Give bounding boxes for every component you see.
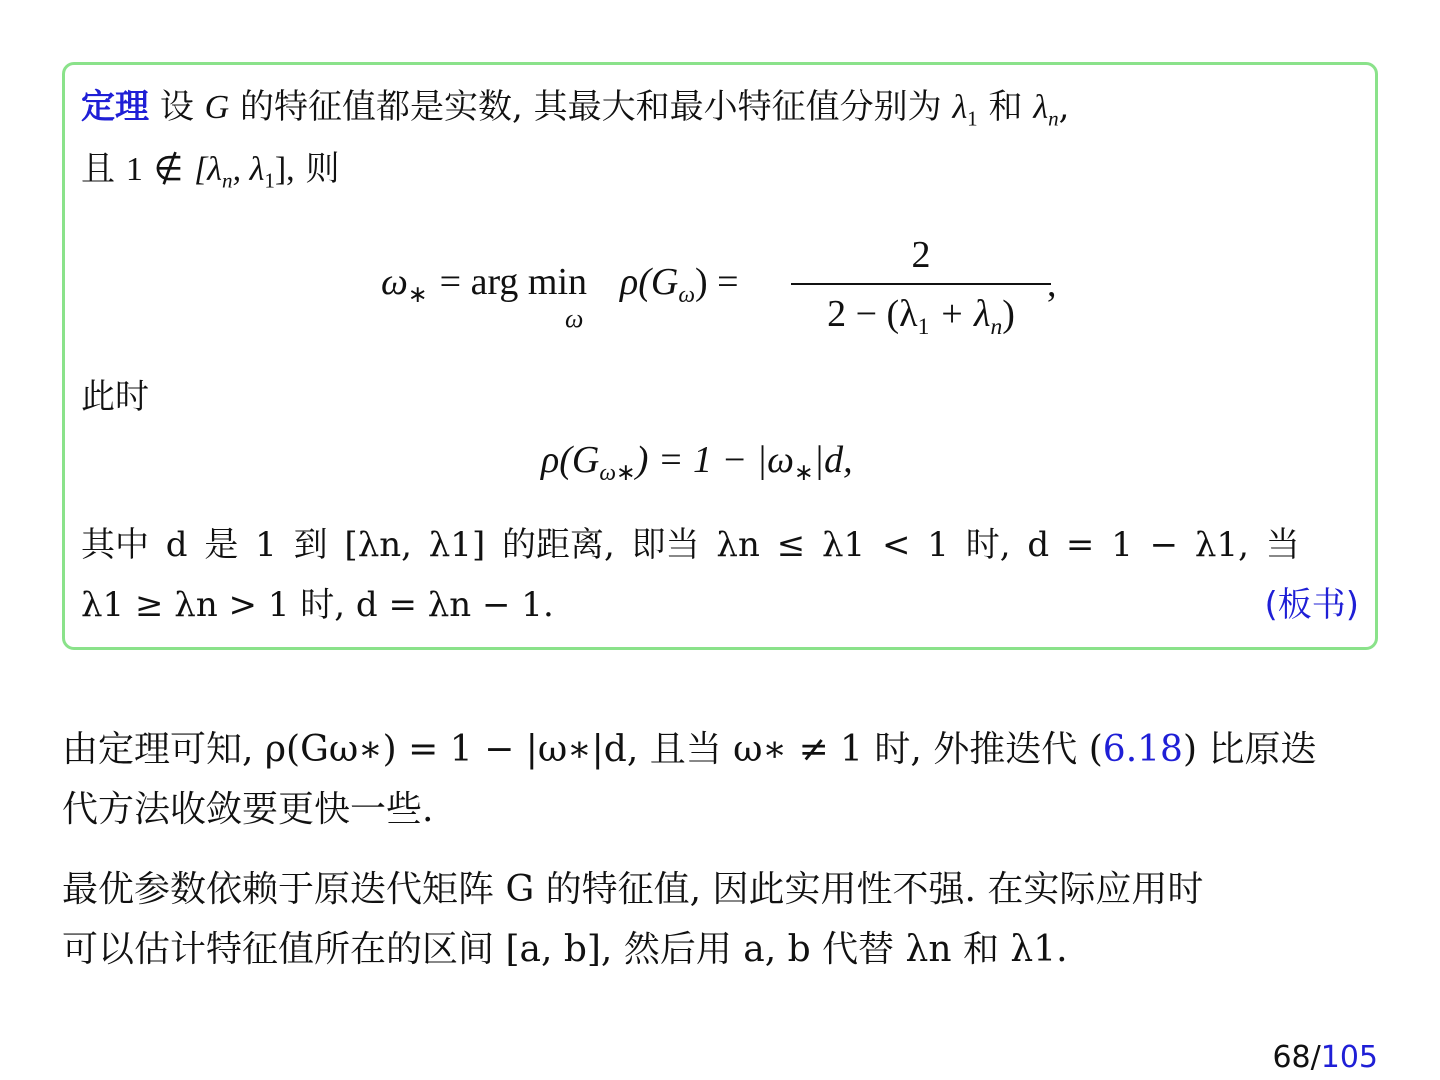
theorem-line-6: λ1 ≥ λn > 1 时, d = λn − 1. [81, 585, 554, 625]
theorem-and: 和 [988, 87, 1023, 127]
blackboard-link[interactable]: (板书) [1264, 585, 1359, 625]
theorem-line-1 [81, 87, 1069, 138]
text-at-this-time: 此时 [81, 377, 149, 417]
min-subscript: ω [565, 304, 584, 333]
paragraph-1-line-1: 由定理可知, ρ(Gω∗) = 1 − |ω∗|d, 且当 ω∗ ≠ 1 时, 外推迭代 (6.18) 比原迭 [62, 729, 1317, 770]
paragraph-2-line-1: 最优参数依赖于原迭代矩阵 G 的特征值, 因此实用性不强. 在实际应用时 [62, 869, 1204, 910]
interval: [$\lambda_n$, $\lambda_1$], [194, 151, 295, 193]
page-current: 68 [1272, 1040, 1311, 1075]
lambda-1: $\lambda_1$ [952, 89, 978, 131]
fraction-denominator: $2 - (\lambda_1 + \lambda_n)$ [827, 293, 1015, 341]
notin-symbol: ∉ [153, 151, 184, 188]
matrix-G: G [204, 89, 230, 126]
lambda-n: $\lambda_n$ [1033, 89, 1059, 131]
paragraph-2-line-2: 可以估计特征值所在的区间 [a, b], 然后用 a, b 代替 λn 和 λ1. [62, 929, 1068, 970]
theorem-box [62, 62, 1378, 650]
comma: , [1058, 87, 1070, 127]
paragraph-1-line-2: 代方法收敛要更快一些. [62, 789, 434, 830]
formula-omega-star: $\omega_∗$ = arg min [381, 261, 588, 309]
theorem-line-2 [81, 149, 340, 200]
theorem-text-set: 设 [159, 87, 194, 127]
fraction-bar [791, 283, 1051, 285]
formula-rho-result: $\rho(G_{\omega∗}) = 1 - |\omega_∗|d$, [541, 439, 853, 487]
text-then: 则 [305, 149, 340, 189]
fraction-numerator: 2 [911, 234, 931, 276]
number-one: 1 [125, 151, 143, 188]
page-total-link[interactable]: 105 [1320, 1040, 1378, 1075]
theorem-text-mid: 的特征值都是实数, 其最大和最小特征值分别为 [240, 87, 942, 127]
theorem-label: 定理 [81, 87, 149, 127]
theorem-line-5: 其中 d 是 1 到 [λn, λ1] 的距离, 即当 λn ≤ λ1 < 1 时, d = 1 − λ1, 当 [81, 525, 1300, 565]
equation-ref-link[interactable]: 6.18 [1102, 729, 1183, 770]
formula-rho: $\rho(G_\omega)$ = [620, 261, 739, 309]
text-and-cond: 且 [81, 149, 115, 189]
formula-trailing-comma: , [1047, 263, 1057, 305]
page-counter: 68/105 [1272, 1040, 1378, 1075]
